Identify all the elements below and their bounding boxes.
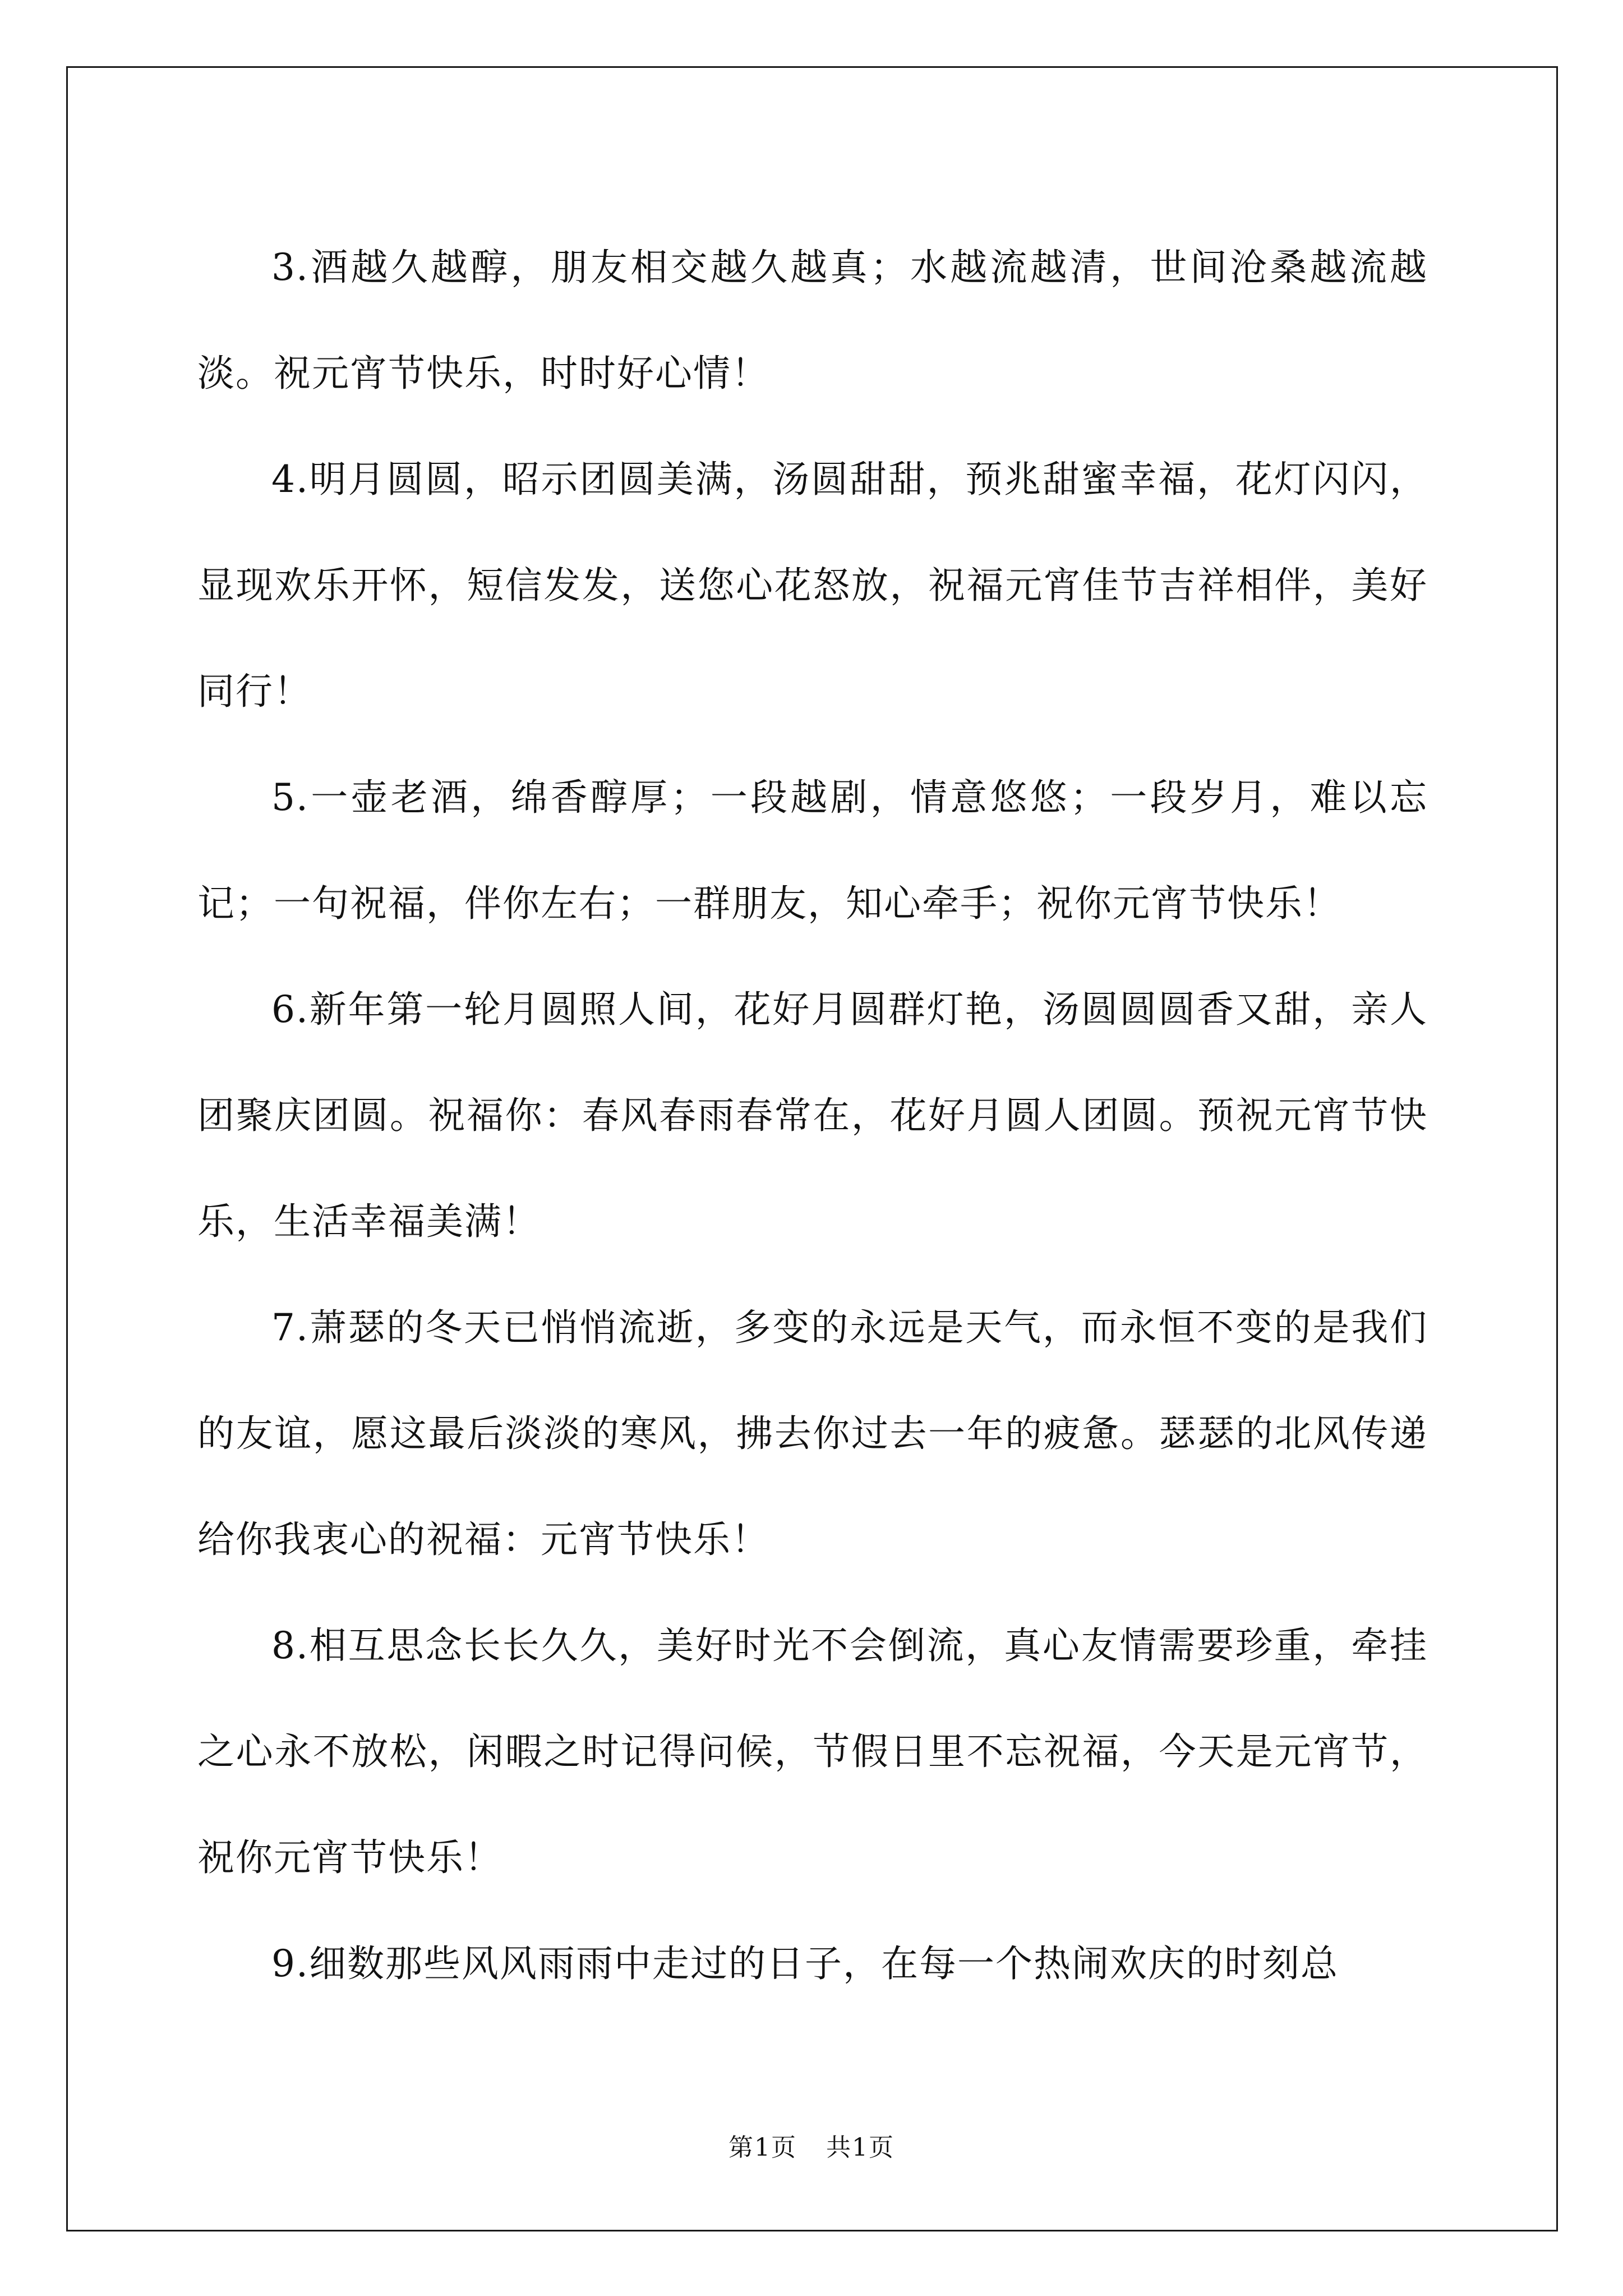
page-number-current: 第1页 [728,2133,797,2162]
paragraph-6: 6.新年第一轮月圆照人间，花好月圆群灯艳，汤圆圆圆香又甜，亲人团聚庆团圆。祝福你：春风春雨春常在，花好月圆人团圆。预祝元宵节快乐，生活幸福美满！ [197,988,1428,1243]
page-footer [0,2127,1623,2163]
page-number-total: 共1页 [826,2133,895,2162]
paragraph-3: 3.酒越久越醇，朋友相交越久越真；水越流越清，世间沧桑越流越淡。祝元宵节快乐，时时好心情！ [197,246,1428,395]
paragraph-8: 8.相互思念长长久久，美好时光不会倒流，真心友情需要珍重，牵挂之心永不放松，闲暇之时记得问候，节假日里不忘祝福，今天是元宵节，祝你元宵节快乐！ [197,1624,1428,1879]
paragraph-7: 7.萧瑟的冬天已悄悄流逝，多变的永远是天气，而永恒不变的是我们的友谊，愿这最后淡淡的寒风，拂去你过去一年的疲惫。瑟瑟的北风传递给你我衷心的祝福：元宵节快乐！ [197,1306,1428,1561]
paragraph-5: 5.一壶老酒，绵香醇厚；一段越剧，情意悠悠；一段岁月，难以忘记；一句祝福，伴你左右；一群朋友，知心牵手；祝你元宵节快乐！ [197,776,1428,925]
document-body [197,214,1428,2017]
paragraph-4: 4.明月圆圆，昭示团圆美满，汤圆甜甜，预兆甜蜜幸福，花灯闪闪，显现欢乐开怀，短信发发，送您心花怒放，祝福元宵佳节吉祥相伴，美好同行！ [197,458,1428,713]
paragraph-9: 9.细数那些风风雨雨中走过的日子，在每一个热闹欢庆的时刻总 [271,1942,1339,1985]
